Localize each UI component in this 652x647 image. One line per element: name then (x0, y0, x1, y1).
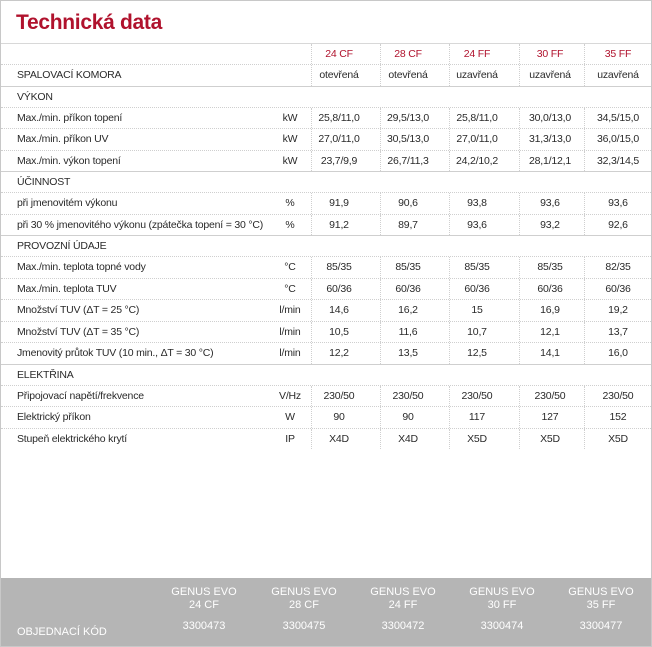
order-code-footer (1, 578, 652, 647)
section-title: ELEKTŘINA (17, 368, 74, 381)
section-title-row (1, 235, 651, 256)
row-label: Max./min. teplota topné vody (17, 261, 146, 274)
product-model: 24 CF (189, 599, 219, 611)
order-code-label: OBJEDNACÍ KÓD (17, 626, 107, 638)
table-row (1, 128, 651, 150)
row-value: 93,2 (540, 218, 560, 231)
row-label: při 30 % jmenovitého výkonu (zpátečka topení = 30 °C) (17, 218, 264, 231)
row-label: Max./min. teplota TUV (17, 282, 117, 295)
row-label: Max./min. příkon UV (17, 133, 109, 146)
row-value: 90 (402, 411, 414, 424)
order-code: 3300477 (579, 620, 623, 632)
row-value: 32,3/14,5 (597, 154, 639, 167)
table-row (1, 150, 651, 172)
column-divider (584, 407, 585, 428)
chamber-value: uzavřená (456, 69, 498, 82)
column-divider (584, 151, 585, 172)
section-title-row (1, 364, 651, 385)
footer-product (556, 586, 646, 633)
row-value: 230/50 (392, 389, 424, 402)
row-value: 230/50 (602, 389, 634, 402)
table-row (1, 214, 651, 236)
row-value: 93,8 (467, 197, 487, 210)
row-value: 16,9 (540, 304, 560, 317)
column-divider (584, 429, 585, 450)
column-divider (584, 343, 585, 364)
footer-product (159, 586, 249, 633)
row-value: 30,5/13,0 (387, 133, 429, 146)
row-value: X4D (329, 432, 349, 445)
table-row (1, 385, 651, 407)
row-value: 85/35 (395, 261, 421, 274)
row-value: 90 (333, 411, 345, 424)
row-value: 60/36 (605, 282, 631, 295)
model-header: 24 FF (463, 48, 491, 60)
row-value: 60/36 (464, 282, 490, 295)
table-row (1, 406, 651, 428)
table-row (1, 256, 651, 278)
column-divider (584, 193, 585, 214)
footer-product (457, 586, 547, 633)
column-divider (584, 44, 585, 64)
row-value: X5D (540, 432, 560, 445)
row-value: X5D (467, 432, 487, 445)
section-title: PROVOZNÍ ÚDAJE (17, 240, 107, 252)
model-header: 28 CF (394, 48, 422, 60)
table-row (1, 342, 651, 364)
column-divider (584, 386, 585, 407)
row-unit: V/Hz (279, 389, 301, 402)
row-label: Připojovací napětí/frekvence (17, 389, 144, 402)
row-unit: °C (284, 282, 296, 295)
column-divider (584, 257, 585, 278)
row-unit: l/min (279, 325, 301, 338)
table-row (1, 428, 651, 450)
row-value: 27,0/11,0 (456, 133, 498, 146)
model-header-row (1, 43, 651, 64)
product-name: GENUS EVO (171, 586, 237, 598)
row-value: 29,5/13,0 (387, 111, 429, 124)
section-title-row (1, 86, 651, 107)
column-divider (584, 65, 585, 86)
chamber-value: otevřená (388, 69, 428, 82)
row-label: Jmenovitý průtok TUV (10 min., ΔT = 30 °C) (17, 347, 214, 360)
row-label: Množství TUV (ΔT = 35 °C) (17, 325, 140, 338)
model-header: 24 CF (325, 48, 353, 60)
row-value: 24,2/10,2 (456, 154, 498, 167)
product-name: GENUS EVO (370, 586, 436, 598)
column-divider (584, 300, 585, 321)
row-label: Množství TUV (ΔT = 25 °C) (17, 304, 140, 317)
row-value: 25,8/11,0 (318, 111, 360, 124)
row-unit: kW (282, 111, 298, 124)
row-value: 14,1 (540, 347, 560, 360)
row-value: 152 (609, 411, 627, 424)
row-value: 28,1/12,1 (529, 154, 571, 167)
row-unit: IP (285, 432, 295, 445)
row-unit: kW (282, 154, 298, 167)
order-code: 3300472 (381, 620, 425, 632)
row-value: 16,2 (398, 304, 418, 317)
row-unit: % (285, 197, 295, 210)
row-label: Stupeň elektrického krytí (17, 432, 127, 445)
row-value: X5D (608, 432, 628, 445)
row-value: 27,0/11,0 (318, 133, 360, 146)
footer-product (358, 586, 448, 633)
product-name: GENUS EVO (469, 586, 535, 598)
section-title: ÚČINNOST (17, 176, 71, 188)
row-value: 25,8/11,0 (456, 111, 498, 124)
row-label: Max./min. výkon topení (17, 154, 121, 167)
row-value: 36,0/15,0 (597, 133, 639, 146)
row-value: 90,6 (398, 197, 418, 210)
column-divider (584, 215, 585, 236)
table-row (1, 278, 651, 300)
row-label: SPALOVACÍ KOMORA (17, 69, 122, 82)
row-value: 31,3/13,0 (529, 133, 571, 146)
table-row (1, 192, 651, 214)
row-value: 23,7/9,9 (320, 154, 358, 167)
row-unit: kW (282, 133, 298, 146)
row-value: 91,9 (329, 197, 349, 210)
row-value: 60/36 (395, 282, 421, 295)
row-value: 230/50 (461, 389, 493, 402)
row-value: 92,6 (608, 218, 628, 231)
product-model: 28 CF (289, 599, 319, 611)
row-value: 85/35 (537, 261, 563, 274)
spec-table (1, 43, 651, 449)
row-unit: l/min (279, 347, 301, 360)
row-value: 93,6 (608, 197, 628, 210)
row-value: 60/36 (326, 282, 352, 295)
order-code: 3300473 (182, 620, 226, 632)
row-value: 12,5 (467, 347, 487, 360)
row-value: 91,2 (329, 218, 349, 231)
row-value: 127 (541, 411, 559, 424)
page-title: Technická data (16, 11, 162, 34)
table-row (1, 107, 651, 129)
product-name: GENUS EVO (568, 586, 634, 598)
row-label: Max./min. příkon topení (17, 111, 123, 124)
column-divider (584, 279, 585, 300)
table-row (1, 321, 651, 343)
row-label: Elektrický příkon (17, 411, 91, 424)
row-value: 89,7 (398, 218, 418, 231)
row-value: 13,5 (398, 347, 418, 360)
row-value: 14,6 (329, 304, 349, 317)
chamber-value: uzavřená (529, 69, 571, 82)
row-value: 11,6 (398, 325, 418, 338)
row-unit: W (285, 411, 295, 424)
row-value: 60/36 (537, 282, 563, 295)
row-value: 13,7 (608, 325, 628, 338)
order-code: 3300474 (480, 620, 524, 632)
row-value: 34,5/15,0 (597, 111, 639, 124)
row-value: 85/35 (326, 261, 352, 274)
row-unit: °C (284, 261, 296, 274)
row-value: 19,2 (608, 304, 628, 317)
model-header: 30 FF (536, 48, 564, 60)
row-value: 26,7/11,3 (387, 154, 429, 167)
section-title: VÝKON (17, 90, 53, 103)
row-value: 93,6 (540, 197, 560, 210)
footer-product (259, 586, 349, 633)
row-value: 15 (471, 304, 483, 317)
row-value: 85/35 (464, 261, 490, 274)
section-title-row (1, 171, 651, 192)
row-value: 230/50 (323, 389, 355, 402)
row-value: 16,0 (608, 347, 628, 360)
chamber-value: uzavřená (597, 69, 639, 82)
column-divider (584, 129, 585, 150)
product-name: GENUS EVO (271, 586, 337, 598)
row-value: 10,5 (329, 325, 349, 338)
chamber-value: otevřená (319, 69, 359, 82)
row-value: 10,7 (467, 325, 487, 338)
row-value: 117 (468, 411, 486, 424)
row-unit: l/min (279, 304, 301, 317)
product-model: 35 FF (586, 599, 616, 611)
product-model: 24 FF (388, 599, 418, 611)
column-divider (584, 108, 585, 129)
row-value: 82/35 (605, 261, 631, 274)
row-unit: % (285, 218, 295, 231)
row-label: při jmenovitém výkonu (17, 197, 118, 210)
row-value: 12,2 (329, 347, 349, 360)
row-value: 30,0/13,0 (529, 111, 571, 124)
row-value: X4D (398, 432, 418, 445)
row-value: 93,6 (467, 218, 487, 231)
row-value: 230/50 (534, 389, 566, 402)
table-row (1, 299, 651, 321)
row-value: 12,1 (540, 325, 560, 338)
model-header: 35 FF (604, 48, 632, 60)
column-divider (584, 322, 585, 343)
product-model: 30 FF (487, 599, 517, 611)
order-code: 3300475 (282, 620, 326, 632)
chamber-row (1, 64, 651, 86)
